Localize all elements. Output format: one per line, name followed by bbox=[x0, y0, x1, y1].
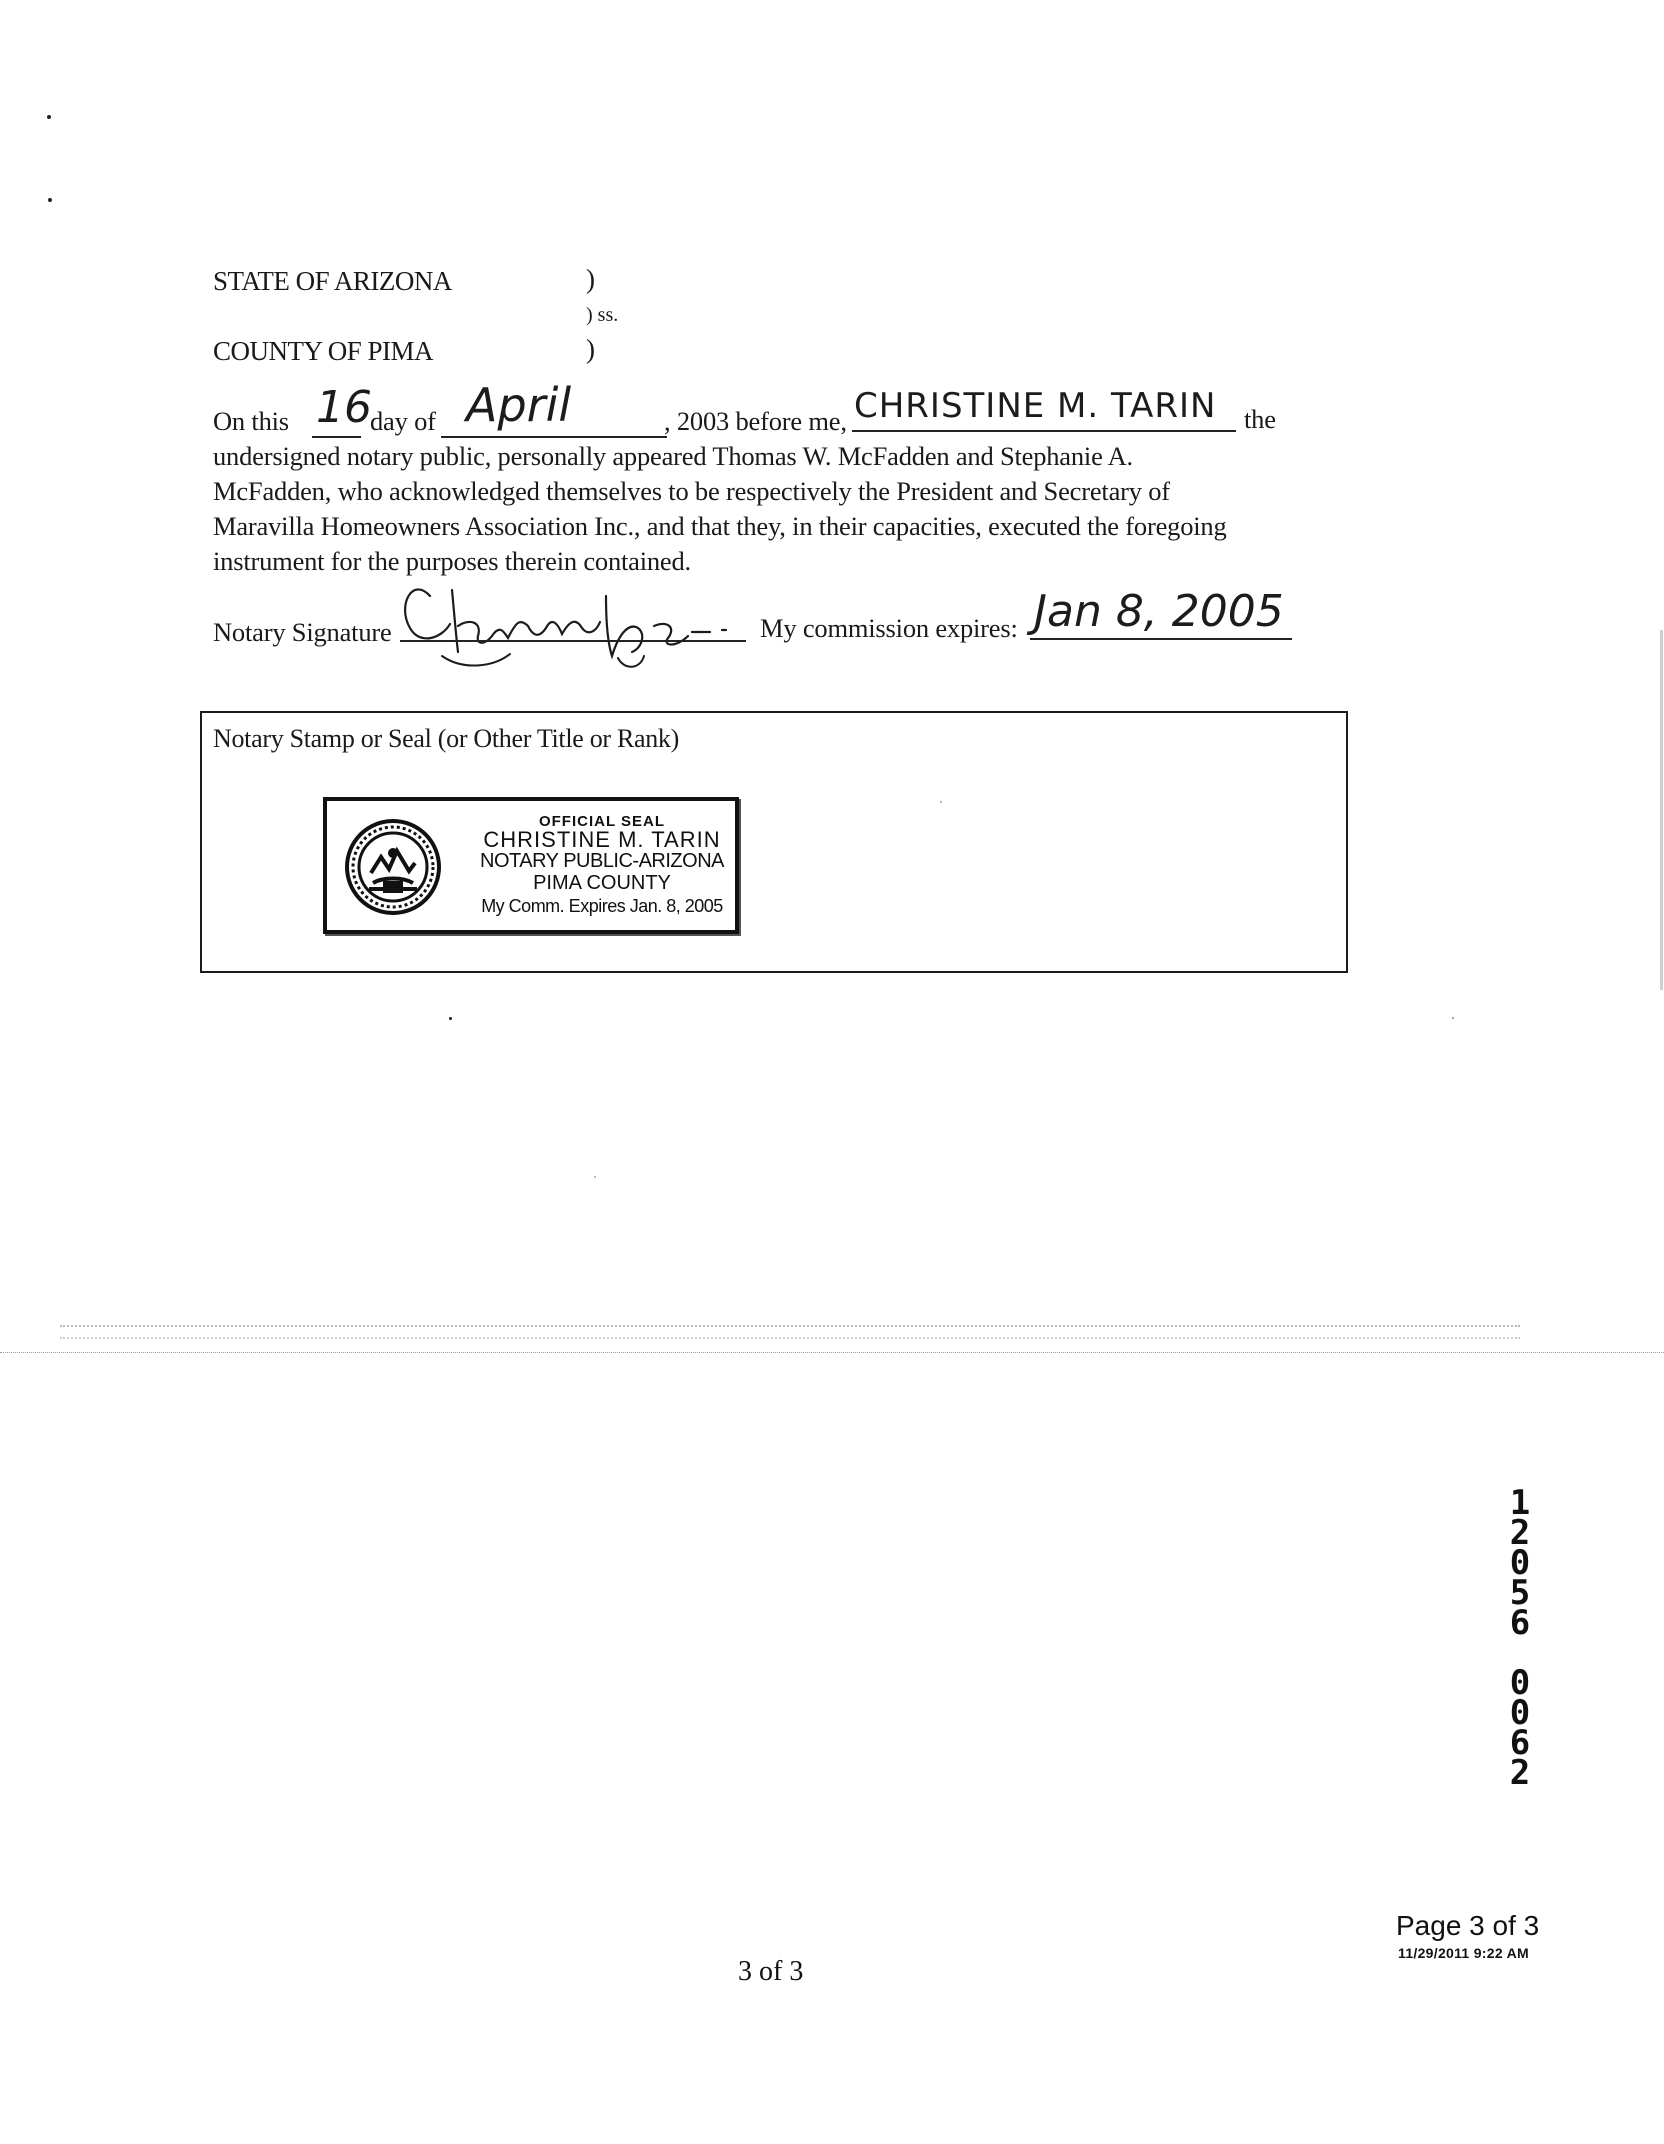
print-timestamp: 11/29/2011 9:22 AM bbox=[1398, 1945, 1529, 1961]
notary-signature-scribble bbox=[392, 566, 752, 676]
acknowledgment-line-5: instrument for the purposes therein contained. bbox=[213, 546, 691, 576]
recording-digit: 2 bbox=[1509, 1513, 1531, 1553]
day-fill-line bbox=[312, 436, 361, 438]
stamp-expires: My Comm. Expires Jan. 8, 2005 bbox=[481, 896, 723, 916]
scan-noise-band bbox=[60, 1337, 1520, 1339]
recording-digit: 1 bbox=[1509, 1483, 1531, 1523]
ss-label: ) ss. bbox=[586, 304, 619, 326]
seal-box-label: Notary Stamp or Seal (or Other Title or Rank) bbox=[213, 724, 679, 753]
recording-digit: 0 bbox=[1509, 1663, 1531, 1703]
recording-digit: 6 bbox=[1509, 1603, 1531, 1643]
signature-fill-line bbox=[400, 640, 746, 642]
page-number-center: 3 of 3 bbox=[738, 1956, 804, 1987]
venue-paren-top: ) bbox=[586, 264, 595, 294]
commission-fill-line bbox=[1030, 638, 1292, 640]
stamp-notary-name: CHRISTINE M. TARIN bbox=[483, 827, 721, 852]
scan-speck bbox=[449, 1017, 452, 1020]
state-label: STATE OF ARIZONA bbox=[213, 266, 452, 296]
handwritten-day: 16 bbox=[316, 382, 372, 433]
recording-digit: 5 bbox=[1509, 1573, 1531, 1613]
on-this-label: On this bbox=[213, 406, 289, 436]
handwritten-commission-date: Jan 8, 2005 bbox=[1034, 586, 1284, 637]
stamp-county: PIMA COUNTY bbox=[533, 872, 671, 894]
venue-paren-bottom: ) bbox=[586, 334, 595, 364]
day-of-label: day of bbox=[370, 406, 436, 436]
recording-digit: 6 bbox=[1509, 1723, 1531, 1763]
the-label: the bbox=[1244, 404, 1276, 434]
month-fill-line bbox=[441, 436, 667, 438]
scan-noise-band bbox=[0, 1352, 1664, 1353]
handwritten-month: April bbox=[466, 378, 572, 432]
notary-name-fill-line bbox=[852, 430, 1236, 432]
recording-digit: 0 bbox=[1509, 1693, 1531, 1733]
commission-expires-label: My commission expires: bbox=[760, 613, 1018, 643]
notary-stamp bbox=[323, 797, 739, 934]
recording-digit: 2 bbox=[1509, 1753, 1531, 1793]
recording-digit: 0 bbox=[1509, 1543, 1531, 1583]
arizona-state-seal-icon bbox=[343, 817, 443, 917]
scan-speck bbox=[594, 1176, 596, 1178]
county-label: COUNTY OF PIMA bbox=[213, 336, 434, 366]
year-before-me: , 2003 before me, bbox=[664, 406, 847, 436]
scan-speck bbox=[47, 115, 51, 119]
page-number-right: Page 3 of 3 bbox=[1396, 1910, 1540, 1941]
scan-speck bbox=[48, 198, 52, 202]
scan-edge-shadow bbox=[1660, 630, 1663, 990]
scan-noise-band bbox=[60, 1325, 1520, 1327]
notary-signature-label: Notary Signature bbox=[213, 617, 392, 647]
stamp-official-seal: OFFICIAL SEAL bbox=[538, 813, 666, 830]
scan-speck bbox=[1452, 1017, 1454, 1019]
acknowledgment-line-4: Maravilla Homeowners Association Inc., and that they, in their capacities, executed the foregoing bbox=[213, 511, 1227, 541]
acknowledgment-line-2: undersigned notary public, personally appeared Thomas W. McFadden and Stephanie A. bbox=[213, 441, 1133, 471]
handwritten-notary-name: CHRISTINE M. TARIN bbox=[854, 386, 1217, 426]
stamp-title: NOTARY PUBLIC-ARIZONA bbox=[480, 850, 724, 872]
acknowledgment-line-3: McFadden, who acknowledged themselves to be respectively the President and Secretary of bbox=[213, 476, 1170, 506]
